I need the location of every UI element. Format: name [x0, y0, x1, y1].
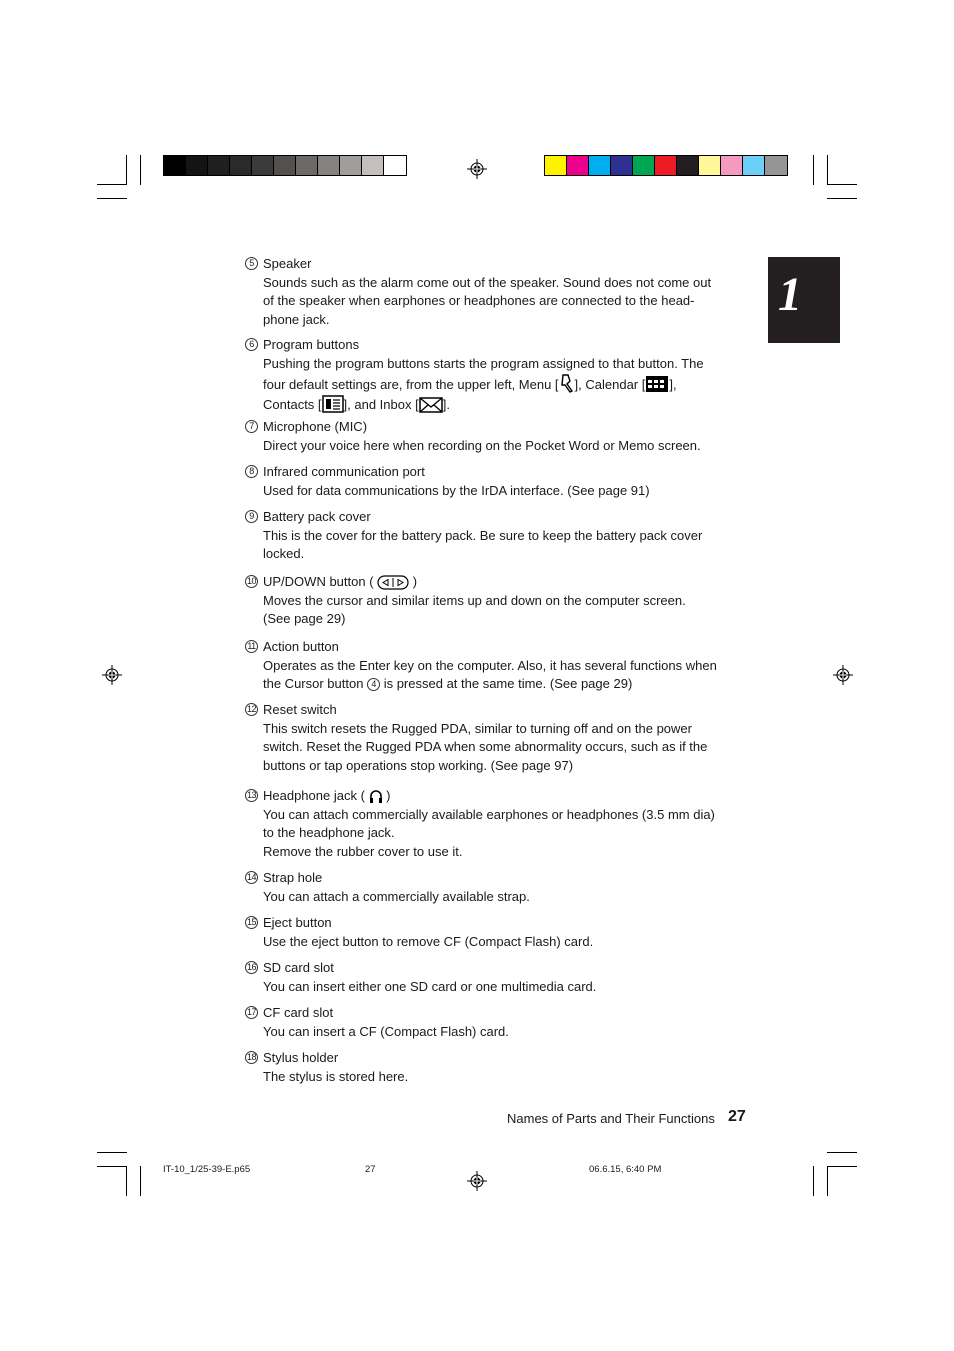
entry-title: Reset switch — [263, 702, 337, 717]
color-swatch — [611, 156, 633, 175]
entry-program-buttons — [245, 336, 750, 414]
item-number-badge: 5 — [245, 257, 258, 270]
text-fragment: ], and Inbox [ — [343, 396, 419, 412]
color-swatch — [318, 156, 340, 175]
calendar-icon — [645, 375, 669, 393]
item-number-badge: 9 — [245, 510, 258, 523]
inbox-icon — [419, 397, 443, 413]
entry-text-line: You can attach commercially available earphones or headphones (3.5 mm dia) — [263, 806, 715, 822]
color-swatch — [567, 156, 589, 175]
entry-title: Microphone (MIC) — [263, 419, 368, 434]
color-swatch — [655, 156, 677, 175]
entry-title: CF card slot — [263, 1005, 334, 1020]
text-fragment: ], Calendar [ — [574, 377, 646, 393]
entry-text-line: The stylus is stored here. — [263, 1068, 409, 1084]
crop-mark — [827, 1166, 857, 1167]
color-swatch — [765, 156, 787, 175]
color-swatch — [633, 156, 655, 175]
crop-mark — [140, 155, 141, 185]
entry-text-line: You can insert either one SD card or one multimedia card. — [263, 978, 597, 994]
color-swatch — [699, 156, 721, 175]
entry-title: Action button — [263, 639, 339, 654]
crop-mark — [126, 155, 127, 185]
headphone-icon — [369, 789, 383, 804]
entry-text-line: Pushing the program buttons starts the program assigned to that button. The — [263, 355, 704, 371]
up-down-button-icon — [377, 575, 409, 590]
entry-title: Battery pack cover — [263, 509, 371, 524]
entry-text-line: Direct your voice here when recording on the Pocket Word or Memo screen. — [263, 437, 701, 453]
item-number-badge: 12 — [246, 704, 256, 714]
footer-section-title: Names of Parts and Their Functions — [507, 1111, 715, 1126]
crop-mark — [827, 1166, 828, 1196]
crop-mark — [97, 1166, 127, 1167]
entry-title: Infrared communication port — [263, 464, 425, 479]
slug-timestamp: 06.6.15, 6:40 PM — [589, 1164, 662, 1175]
page-number: 27 — [728, 1108, 746, 1125]
color-swatch — [589, 156, 611, 175]
entry-sd-card-slot — [245, 959, 750, 996]
item-number-badge: 17 — [246, 1007, 256, 1017]
item-number-badge: 6 — [245, 338, 258, 351]
color-swatch — [274, 156, 296, 175]
entry-eject-button — [245, 914, 750, 951]
crop-mark — [813, 155, 814, 185]
registration-mark-icon — [467, 159, 487, 179]
entry-text-line: Sounds such as the alarm come out of the speaker. Sound does not come out — [263, 274, 712, 290]
item-number-badge: 8 — [245, 465, 258, 478]
entry-text-line: This is the cover for the battery pack. Be sure to keep the battery pack cover — [263, 527, 703, 543]
entry-title: Speaker — [263, 256, 312, 271]
item-reference-badge: 4 — [367, 678, 380, 691]
entry-text-line: Used for data communications by the IrDA interface. (See page 91) — [263, 482, 650, 498]
entry-text-line: Moves the cursor and similar items up and down on the computer screen. — [263, 592, 686, 608]
color-swatch — [252, 156, 274, 175]
item-number-badge: 10 — [246, 576, 256, 586]
color-swatch — [743, 156, 765, 175]
color-swatch — [384, 156, 406, 175]
item-number-badge: 14 — [246, 872, 256, 882]
color-swatch — [721, 156, 743, 175]
entry-stylus-holder — [245, 1049, 750, 1086]
entry-text-line: phone jack. — [263, 311, 330, 327]
entry-battery-pack-cover — [245, 508, 750, 564]
crop-mark — [97, 198, 127, 199]
color-swatch — [677, 156, 699, 175]
entry-text-line: switch. Reset the Rugged PDA when some abnormality occurs, such as if the — [263, 739, 708, 755]
text-fragment: Contacts [ — [263, 396, 322, 412]
registration-mark-icon — [467, 1171, 487, 1191]
entry-title-suffix: ) — [386, 788, 391, 803]
color-calibration-bar — [544, 155, 788, 176]
entry-text-line: (See page 29) — [263, 611, 346, 627]
entry-infrared-port — [245, 463, 750, 500]
entry-text-line — [263, 395, 750, 415]
color-swatch — [208, 156, 230, 175]
crop-mark — [97, 184, 127, 185]
item-number-badge: 15 — [246, 917, 256, 927]
color-swatch — [186, 156, 208, 175]
entry-text-line: Operates as the Enter key on the computer. Also, it has several functions when — [263, 657, 717, 673]
color-swatch — [296, 156, 318, 175]
entry-title: Eject button — [263, 915, 332, 930]
crop-mark — [827, 184, 857, 185]
menu-icon — [559, 373, 575, 393]
entry-strap-hole — [245, 869, 750, 906]
entry-action-button — [245, 638, 750, 694]
crop-mark — [827, 1152, 857, 1153]
chapter-number: 1 — [778, 268, 802, 321]
entry-text-line: You can insert a CF (Compact Flash) card. — [263, 1023, 509, 1039]
slug-file-name: IT-10_1/25-39-E.p65 — [163, 1164, 251, 1175]
item-number-badge: 13 — [246, 790, 256, 800]
entry-text-line: to the headphone jack. — [263, 825, 395, 841]
entry-up-down-button — [245, 573, 750, 629]
color-swatch — [230, 156, 252, 175]
text-fragment: is pressed at the same time. (See page 29) — [383, 676, 633, 692]
entry-text-line: of the speaker when earphones or headphones are connected to the head- — [263, 293, 695, 309]
crop-mark — [827, 155, 828, 185]
item-number-badge: 11 — [245, 640, 258, 653]
crop-mark — [140, 1166, 141, 1196]
entry-text-line: Use the eject button to remove CF (Compact Flash) card. — [263, 933, 594, 949]
entry-text-line: Remove the rubber cover to use it. — [263, 843, 463, 859]
registration-mark-icon — [102, 665, 122, 685]
grayscale-calibration-bar — [163, 155, 407, 176]
entry-speaker — [245, 255, 750, 329]
item-number-badge: 18 — [246, 1052, 256, 1062]
entry-text-line: buttons or tap operations stop working. (See page 97) — [263, 757, 574, 773]
item-number-badge: 7 — [245, 420, 258, 433]
text-fragment: ], — [669, 377, 677, 393]
entry-text-line — [263, 675, 750, 694]
text-fragment: ]. — [442, 396, 450, 412]
entry-title: UP/DOWN button ( — [263, 574, 374, 589]
entry-text-line: This switch resets the Rugged PDA, similar to turning off and on the power — [263, 720, 692, 736]
entry-title: SD card slot — [263, 960, 334, 975]
entry-headphone-jack — [245, 787, 750, 861]
color-swatch — [340, 156, 362, 175]
entry-text-line — [263, 373, 750, 395]
entry-title: Headphone jack ( — [263, 788, 365, 803]
entry-reset-switch — [245, 701, 750, 775]
color-swatch — [164, 156, 186, 175]
registration-mark-icon — [833, 665, 853, 685]
slug-page: 27 — [365, 1164, 376, 1175]
entry-title-suffix: ) — [412, 574, 418, 589]
entry-title: Stylus holder — [263, 1050, 339, 1065]
entry-text-line: locked. — [263, 546, 305, 562]
crop-mark — [126, 1166, 127, 1196]
color-swatch — [362, 156, 384, 175]
crop-mark — [813, 1166, 814, 1196]
crop-mark — [97, 1152, 127, 1153]
contacts-icon — [322, 395, 344, 413]
chapter-tab — [768, 257, 840, 343]
text-fragment: four default settings are, from the upper left, Menu [ — [263, 377, 559, 393]
crop-mark — [827, 198, 857, 199]
text-fragment: the Cursor button — [263, 676, 364, 692]
entry-title: Program buttons — [263, 337, 360, 352]
entry-title: Strap hole — [263, 870, 323, 885]
entry-cf-card-slot — [245, 1004, 750, 1041]
entry-text-line: You can attach a commercially available strap. — [263, 888, 530, 904]
color-swatch — [545, 156, 567, 175]
entry-microphone — [245, 418, 750, 455]
item-number-badge: 16 — [246, 962, 256, 972]
